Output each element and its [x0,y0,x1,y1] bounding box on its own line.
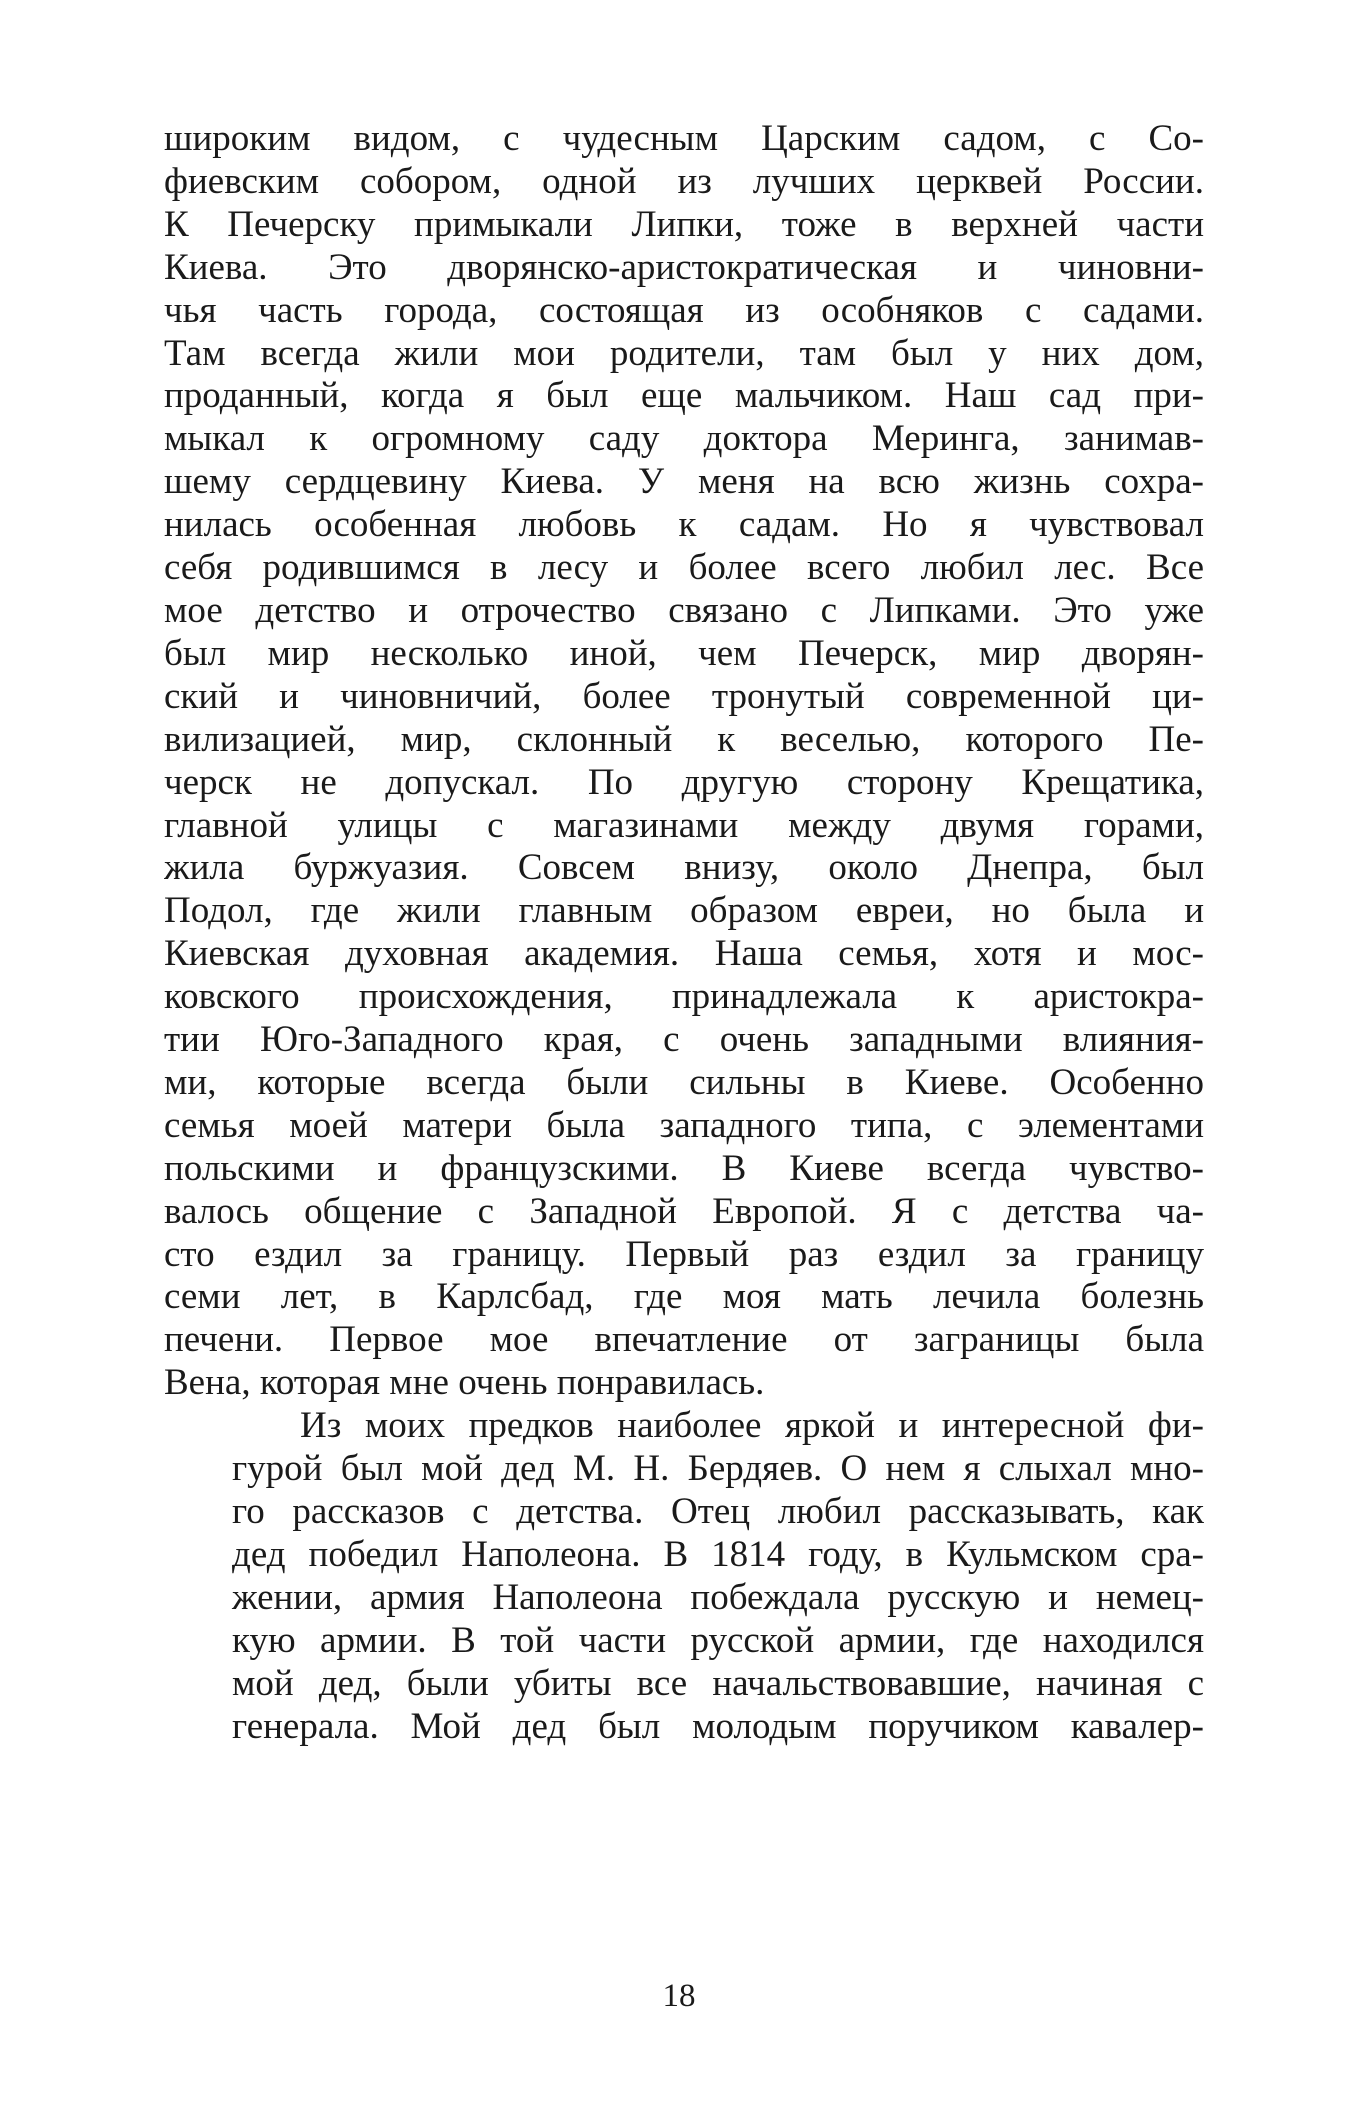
paragraph [164,118,1204,1405]
text-line: ковского происхождения, принадлежала к аристокра- [164,976,1204,1018]
text-line: черск не допускал. По другую сторону Крещатика, [164,761,1204,803]
text-line: главной улицы с магазинами между двумя горами, [164,804,1204,846]
text-line: Киевская духовная академия. Наша семья, хотя и мос- [164,933,1204,975]
text-line: мыкал к огромному саду доктора Меринга, занимав- [164,418,1204,460]
text-line: Подол, где жили главным образом евреи, но была и [164,890,1204,932]
text-line: Киева. Это дворянско-аристократическая и чиновни- [164,246,1204,288]
text-line: фиевским собором, одной из лучших церквей России. [164,160,1204,202]
text-line: ми, которые всегда были сильны в Киеве. Особенно [164,1061,1204,1103]
text-line: себя родившимся в лесу и более всего любил лес. Все [164,547,1204,589]
text-line: К Печерску примыкали Липки, тоже в верхней части [164,203,1204,245]
text-line: шему сердцевину Киева. У меня на всю жизнь сохра- [164,461,1204,503]
text-line: дед победил Наполеона. В 1814 году, в Кульмском сра- [232,1533,1204,1575]
text-line: го рассказов с детства. Отец любил рассказывать, как [232,1491,1204,1532]
text-line: сто ездил за границу. Первый раз ездил за границу [164,1233,1204,1275]
text-line: валось общение с Западной Европой. Я с детства ча- [164,1190,1204,1232]
text-line: семи лет, в Карлсбад, где моя мать лечила болезнь [164,1276,1204,1318]
text-line: кую армии. В той части русской армии, где находился [232,1619,1204,1661]
text-line: тии Юго-Западного края, с очень западными влияния- [164,1019,1204,1061]
text-line: нилась особенная любовь к садам. Но я чувствовал [164,504,1204,546]
text-line: семья моей матери была западного типа, с элементами [164,1104,1204,1146]
text-line: чья часть города, состоящая из особняков с садами. [164,289,1204,331]
text-line: печени. Первое мое впечатление от заграницы была [164,1319,1204,1361]
text-line: Из моих предков наиболее яркой и интересной фи- [300,1405,1204,1447]
text-line: жила буржуазия. Совсем внизу, около Днепра, был [164,847,1204,889]
body-text [164,118,1204,1748]
text-line: был мир несколько иной, чем Печерск, мир дворян- [164,632,1204,674]
text-line: Вена, которая мне очень понравилась. [164,1362,765,1404]
page-number: 18 [662,1978,696,2014]
text-line: жении, армия Наполеона побеждала русскую и немец- [232,1576,1204,1618]
text-line: Там всегда жили мои родители, там был у них дом, [164,332,1204,374]
text-line: вилизацией, мир, склонный к веселью, которого Пе- [164,718,1204,760]
text-line: широким видом, с чудесным Царским садом, с Со- [164,118,1204,159]
text-line: польскими и французскими. В Киеве всегда чувство- [164,1147,1204,1189]
paragraph [164,1405,1204,1748]
text-line: ский и чиновничий, более тронутый современной ци- [164,675,1204,717]
text-line: гурой был мой дед М. Н. Бердяев. О нем я слыхал мно- [232,1448,1204,1490]
text-line: генерала. Мой дед был молодым поручиком кавалер- [232,1705,1204,1747]
text-line: мое детство и отрочество связано с Липками. Это уже [164,589,1204,631]
text-line: мой дед, были убиты все начальствовавшие, начиная с [232,1662,1204,1704]
text-line: проданный, когда я был еще мальчиком. Наш сад при- [164,375,1204,417]
